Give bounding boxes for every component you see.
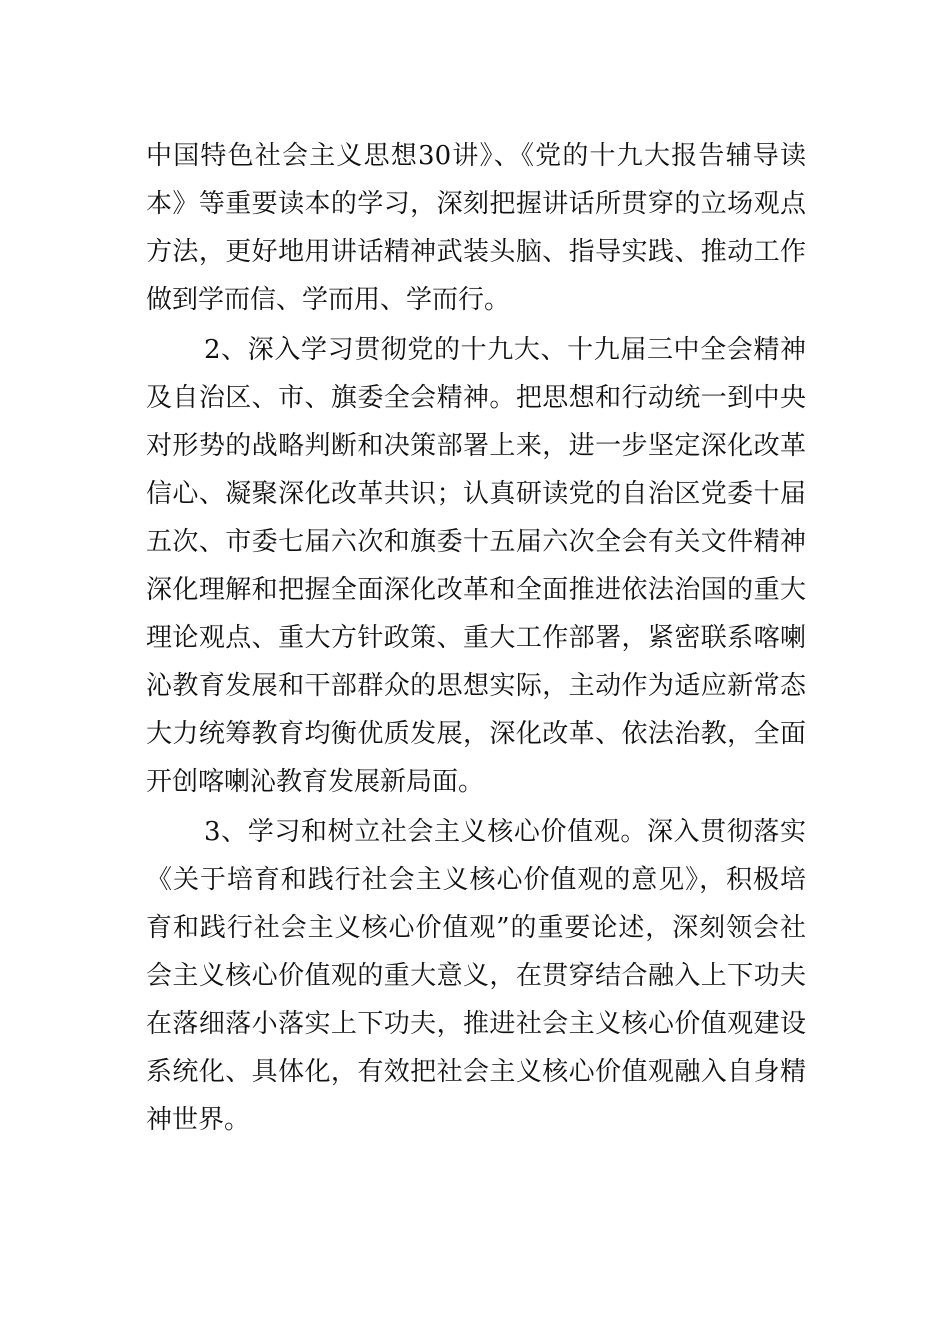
text-line-7: 对形势的战略判断和决策部署上来，进一步坚定深化改革 — [146, 431, 806, 461]
text-line-11: 理论观点、重大方针政策、重大工作部署，紧密联系喀喇 — [146, 623, 806, 653]
text-line-20: 系统化、具体化，有效把社会主义核心价值观融入自身精 — [146, 1057, 806, 1087]
text-line-16: 《关于培育和践行社会主义核心价值观的意见》，积极培 — [146, 865, 806, 895]
text-line-14: 开创喀喇沁教育发展新局面。 — [146, 767, 485, 797]
text-line-8: 信心、凝聚深化改革共识；认真研读党的自治区党委十届 — [146, 479, 806, 509]
text-line-4: 做到学而信、学而用、学而行。 — [146, 285, 511, 315]
text-line-21: 神世界。 — [146, 1105, 251, 1135]
text-line-19: 在落细落小落实上下功夫，推进社会主义核心价值观建设 — [146, 1009, 806, 1039]
text-line-13: 大力统筹教育均衡优质发展，深化改革、依法治教，全面 — [146, 719, 806, 749]
text-line-17: 育和践行社会主义核心价值观”的重要论述，深刻领会社 — [146, 913, 806, 943]
text-line-3: 方法，更好地用讲话精神武装头脑、指导实践、推动工作 — [146, 237, 806, 267]
paragraph-3-first-line: 3、学习和树立社会主义核心价值观。深入贯彻落实 — [204, 817, 806, 847]
text-line-9: 五次、市委七届六次和旗委十五届六次全会有关文件精神 — [146, 527, 806, 557]
text-line-6: 及自治区、市、旗委全会精神。把思想和行动统一到中央 — [146, 383, 806, 413]
text-line-12: 沁教育发展和干部群众的思想实际，主动作为适应新常态 — [146, 671, 806, 701]
text-line-2: 本》等重要读本的学习，深刻把握讲话所贯穿的立场观点 — [146, 189, 806, 219]
text-line-1: 中国特色社会主义思想30讲》、《党的十九大报告辅导读 — [146, 141, 806, 171]
text-line-10: 深化理解和把握全面深化改革和全面推进依法治国的重大 — [146, 575, 806, 605]
text-line-18: 会主义核心价值观的重大意义，在贯穿结合融入上下功夫 — [146, 961, 806, 991]
paragraph-2-first-line: 2、深入学习贯彻党的十九大、十九届三中全会精神 — [204, 335, 806, 365]
